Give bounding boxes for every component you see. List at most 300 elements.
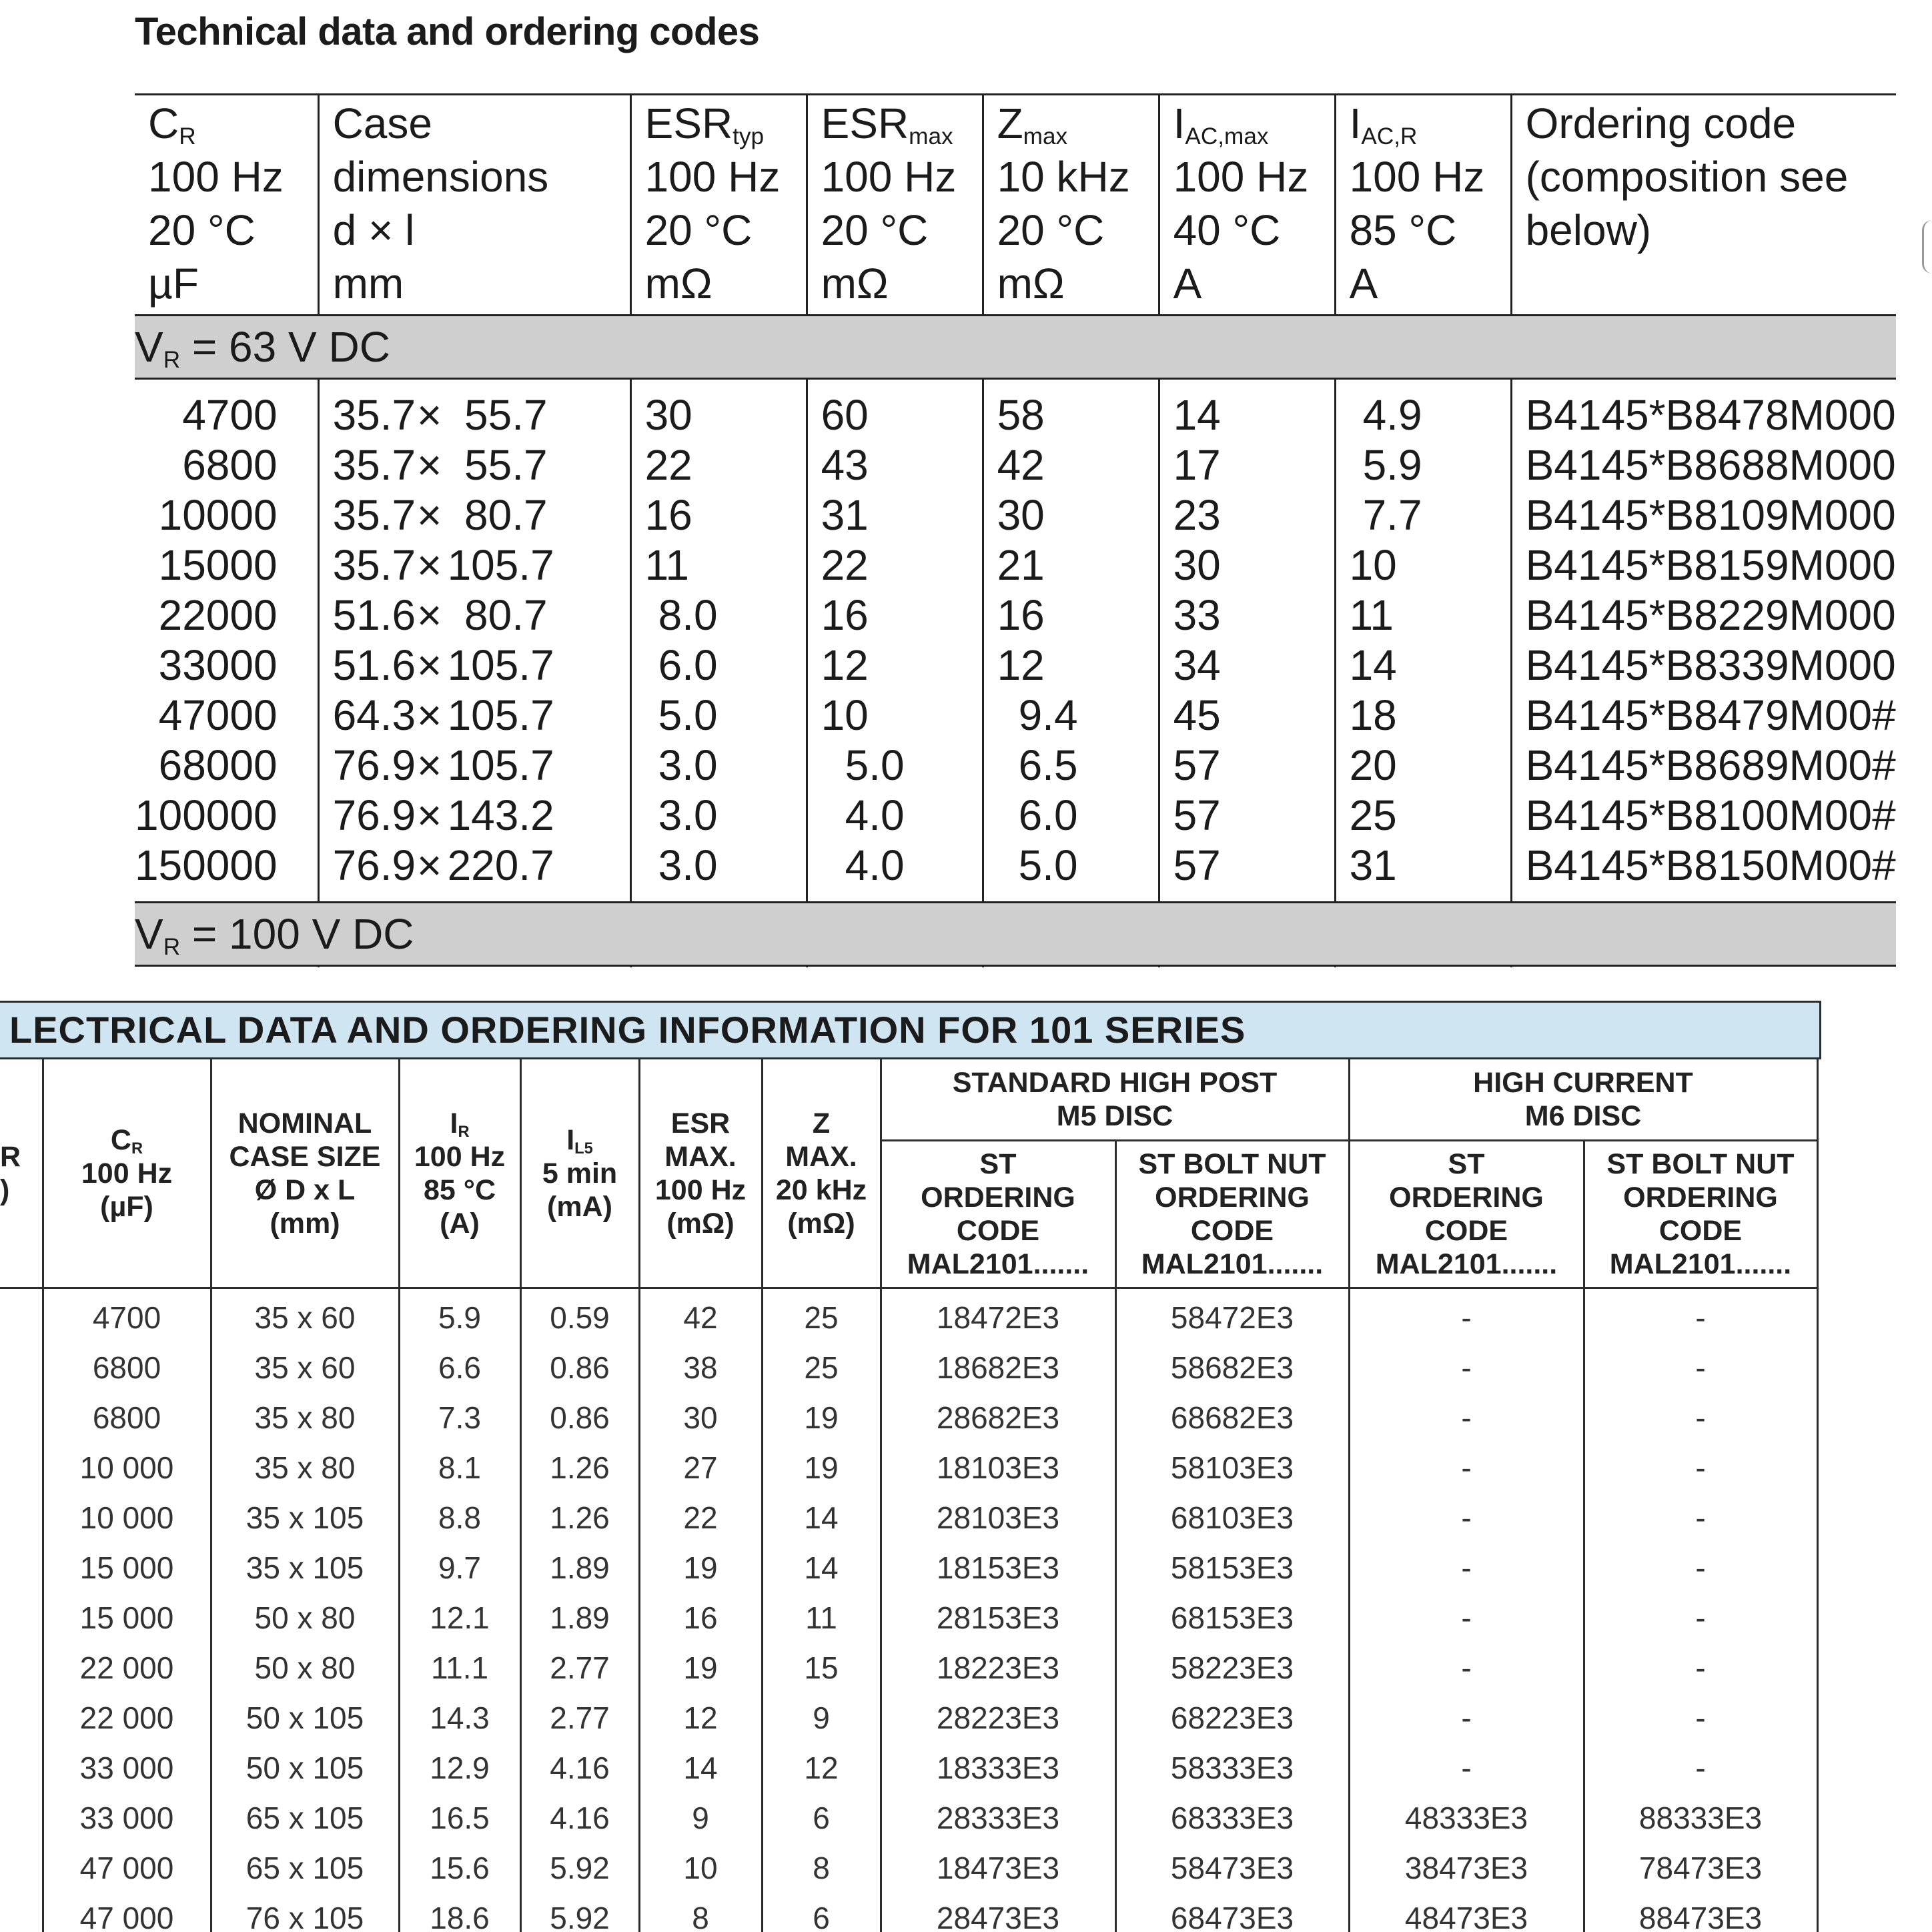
case-dimensions-cell bbox=[318, 841, 630, 891]
header-line: 10 kHz bbox=[997, 153, 1130, 201]
esr-cell: 10 bbox=[639, 1843, 762, 1893]
capacitance-cell: 6800 bbox=[43, 1343, 211, 1393]
iac-max-cell: 34 bbox=[1159, 640, 1335, 690]
hc-st-ordering-code-cell: 48333E3 bbox=[1349, 1793, 1584, 1843]
table-row bbox=[0, 1843, 1817, 1893]
header-line: 40 °C bbox=[1173, 206, 1281, 254]
header-subscript: typ bbox=[733, 123, 765, 149]
ripple-current-header: $I_R$ 100 Hz 85 °C (A) bbox=[399, 1059, 520, 1288]
technical-data-table bbox=[135, 93, 1896, 993]
ordering-code-cell: B4145*B8109M000 bbox=[1525, 491, 1896, 539]
capacitance-cell: 15000 bbox=[135, 540, 318, 590]
capacitance-cell: 100000 bbox=[135, 791, 318, 841]
hc-st-bolt-nut-cell: - bbox=[1584, 1593, 1817, 1643]
capacitance-cell: 4700 bbox=[135, 390, 318, 440]
esr-cell: 16 bbox=[639, 1593, 762, 1643]
header-line: 100 Hz bbox=[644, 153, 781, 201]
iac-r-cell: 14 bbox=[1335, 640, 1511, 690]
section-100v bbox=[135, 903, 1896, 966]
header-line: $ESR_{typ}$ bbox=[644, 99, 765, 149]
header-line: below) bbox=[1525, 206, 1652, 254]
cut-column-cell bbox=[0, 1343, 43, 1393]
case-dimensions-cell bbox=[318, 741, 630, 791]
case-dimensions-cell bbox=[318, 490, 630, 540]
spacer-cell bbox=[983, 891, 1159, 903]
header-line: $I_{AC,R}$ bbox=[1349, 99, 1418, 149]
table-row bbox=[135, 640, 1896, 690]
ripple-current-cell: 14.3 bbox=[399, 1693, 520, 1743]
header-subscript: max bbox=[1023, 123, 1068, 149]
st-bolt-nut-cell: 68103E3 bbox=[1115, 1493, 1349, 1543]
standard-high-post-group: STANDARD HIGH POST M5 DISC bbox=[881, 1059, 1349, 1141]
spacer-cell bbox=[1511, 891, 1896, 903]
ripple-current-cell: 8.8 bbox=[399, 1493, 520, 1543]
header-line: d × l bbox=[332, 206, 415, 254]
z-max-cell: 6.0 bbox=[983, 791, 1159, 841]
header-line: 85 °C bbox=[1349, 206, 1457, 254]
z-header: Z MAX. 20 kHz (mΩ) bbox=[762, 1059, 881, 1288]
capacitance-cell: 22 000 bbox=[43, 1643, 211, 1693]
esr-max-cell: 43 bbox=[807, 440, 983, 490]
esr-cell: 42 bbox=[639, 1288, 762, 1344]
header-line: $C_R$ bbox=[148, 99, 196, 149]
table-row bbox=[135, 440, 1896, 490]
times-sign: × bbox=[416, 541, 442, 589]
iac-max-cell: 30 bbox=[1159, 540, 1335, 590]
leakage-current-cell: 5.92 bbox=[520, 1843, 639, 1893]
hc-st-ordering-code-cell: - bbox=[1349, 1443, 1584, 1493]
table-row bbox=[0, 1743, 1817, 1793]
electrical-data-title: LECTRICAL DATA AND ORDERING INFORMATION FOR 101 SERIES bbox=[9, 1009, 1246, 1051]
header-line bbox=[1526, 257, 1896, 310]
spacer-cell bbox=[1511, 379, 1896, 391]
times-sign: × bbox=[416, 441, 442, 489]
case-dimensions-cell bbox=[318, 540, 630, 590]
case-diameter: 35.7 bbox=[332, 441, 416, 489]
table-row bbox=[0, 1643, 1817, 1693]
ordering-code-cell: B4145*B8100M00# bbox=[1525, 791, 1896, 839]
iac-r-cell: 20 bbox=[1335, 741, 1511, 791]
esr-typ-cell: 16 bbox=[630, 490, 807, 540]
times-sign: × bbox=[416, 691, 442, 739]
times-sign: × bbox=[416, 841, 442, 889]
case-length: 105.7 bbox=[447, 541, 554, 589]
header-subscript: R bbox=[458, 1123, 470, 1141]
st-bolt-nut-header: ST BOLT NUT ORDERING CODE MAL2101....... bbox=[1115, 1141, 1349, 1288]
section-label: $V_R = 63$ V DC bbox=[135, 316, 1896, 379]
z-cell: 15 bbox=[762, 1643, 881, 1693]
header-line: A bbox=[1349, 260, 1378, 308]
ordering-code-cell: B4145*B8479M00# bbox=[1525, 691, 1896, 739]
esr-max-cell: 16 bbox=[807, 590, 983, 640]
z-cell: 9 bbox=[762, 1693, 881, 1743]
st-ordering-code-cell: 18473E3 bbox=[881, 1843, 1115, 1893]
header-cell bbox=[1511, 95, 1896, 316]
hc-st-ordering-code-cell: - bbox=[1349, 1643, 1584, 1693]
cut-column-cell bbox=[0, 1593, 43, 1643]
case-size-cell: 50 x 80 bbox=[211, 1593, 399, 1643]
case-size-cell: 35 x 80 bbox=[211, 1443, 399, 1493]
leakage-current-cell: 0.59 bbox=[520, 1288, 639, 1344]
esr-typ-cell: 6.0 bbox=[630, 640, 807, 690]
section-63v bbox=[135, 316, 1896, 379]
cut-column-cell bbox=[0, 1543, 43, 1593]
cut-column-cell bbox=[0, 1443, 43, 1493]
table-row bbox=[0, 1393, 1817, 1443]
header-subscript: AC,max bbox=[1185, 123, 1269, 149]
ordering-code-cell: B4145*B8339M000 bbox=[1525, 641, 1896, 689]
spacer-cell bbox=[807, 891, 983, 903]
technical-data-title: Technical data and ordering codes bbox=[135, 10, 760, 53]
case-length: 220.7 bbox=[447, 841, 554, 889]
hc-st-bolt-nut-cell: - bbox=[1584, 1693, 1817, 1743]
hc-st-ordering-code-cell: 38473E3 bbox=[1349, 1843, 1584, 1893]
cut-column-cell bbox=[0, 1288, 43, 1344]
ripple-current-cell: 7.3 bbox=[399, 1393, 520, 1443]
leakage-current-cell: 1.89 bbox=[520, 1593, 639, 1643]
hc-st-bolt-nut-cell: 88333E3 bbox=[1584, 1793, 1817, 1843]
times-sign: × bbox=[416, 591, 442, 639]
esr-cell: 12 bbox=[639, 1693, 762, 1743]
z-cell: 6 bbox=[762, 1893, 881, 1932]
table-row bbox=[0, 1793, 1817, 1843]
st-ordering-code-cell: 18103E3 bbox=[881, 1443, 1115, 1493]
case-size-cell: 35 x 105 bbox=[211, 1543, 399, 1593]
header-cell bbox=[807, 95, 983, 316]
case-size-cell: 76 x 105 bbox=[211, 1893, 399, 1932]
case-diameter: 35.7 bbox=[332, 541, 416, 589]
case-length: 55.7 bbox=[464, 391, 548, 439]
row-spacer bbox=[135, 891, 1896, 903]
header-cell bbox=[983, 95, 1159, 316]
header-line: mΩ bbox=[644, 260, 712, 308]
ripple-current-cell: 15.6 bbox=[399, 1843, 520, 1893]
table-row bbox=[0, 1693, 1817, 1743]
esr-max-cell: 5.0 bbox=[807, 741, 983, 791]
esr-max-cell: 31 bbox=[807, 490, 983, 540]
hc-st-bolt-nut-cell: - bbox=[1584, 1543, 1817, 1593]
capacitance-cell: 6800 bbox=[43, 1393, 211, 1443]
cut-column-cell bbox=[0, 1793, 43, 1843]
hc-st-ordering-code-cell: - bbox=[1349, 1393, 1584, 1443]
header-line: 20 °C bbox=[644, 206, 753, 254]
cut-column-cell bbox=[0, 1693, 43, 1743]
table-row bbox=[135, 741, 1896, 791]
st-ordering-code-cell: 28153E3 bbox=[881, 1593, 1115, 1643]
electrical-data-title-bar bbox=[0, 1001, 1821, 1059]
header-cell bbox=[1159, 95, 1335, 316]
capacitance-cell: 22000 bbox=[135, 590, 318, 640]
spacer-cell bbox=[983, 379, 1159, 391]
table-row bbox=[0, 1893, 1817, 1932]
table-row bbox=[135, 791, 1896, 841]
iac-max-cell: 57 bbox=[1159, 791, 1335, 841]
esr-cell: 22 bbox=[639, 1493, 762, 1543]
z-max-cell: 9.4 bbox=[983, 690, 1159, 741]
iac-r-cell: 18 bbox=[1335, 690, 1511, 741]
esr-typ-cell: 22 bbox=[630, 440, 807, 490]
esr-max-cell: 12 bbox=[807, 640, 983, 690]
hc-st-ordering-code-cell: 48473E3 bbox=[1349, 1893, 1584, 1932]
case-size-cell: 35 x 80 bbox=[211, 1393, 399, 1443]
header-line: 100 Hz bbox=[821, 153, 957, 201]
esr-max-cell: 4.0 bbox=[807, 841, 983, 891]
st-bolt-nut-cell: 68333E3 bbox=[1115, 1793, 1349, 1843]
header-line: µF bbox=[148, 260, 199, 308]
ordering-code-cell: B4145*B8229M000 bbox=[1525, 591, 1896, 639]
iac-r-cell: 11 bbox=[1335, 590, 1511, 640]
ordering-code-cell: B4145*B8688M000 bbox=[1525, 441, 1896, 489]
leakage-current-cell: 1.89 bbox=[520, 1543, 639, 1593]
scroll-edge-marker bbox=[1922, 220, 1932, 274]
case-dimensions-cell bbox=[318, 390, 630, 440]
esr-header: ESR MAX. 100 Hz (mΩ) bbox=[639, 1059, 762, 1288]
leakage-current-cell: 0.86 bbox=[520, 1343, 639, 1393]
st-bolt-nut-cell: 68473E3 bbox=[1115, 1893, 1349, 1932]
case-length: 80.7 bbox=[464, 491, 548, 539]
hc-st-bolt-nut-header: ST BOLT NUT ORDERING CODE MAL2101....... bbox=[1584, 1141, 1817, 1288]
leakage-current-cell: 1.26 bbox=[520, 1493, 639, 1543]
hc-st-ordering-code-cell: - bbox=[1349, 1743, 1584, 1793]
table-row bbox=[0, 1288, 1817, 1344]
st-ordering-code-cell: 18472E3 bbox=[881, 1288, 1115, 1344]
esr-typ-cell: 5.0 bbox=[630, 690, 807, 741]
leakage-current-cell: 4.16 bbox=[520, 1743, 639, 1793]
header-line: 20 °C bbox=[148, 206, 256, 254]
leakage-current-cell: 4.16 bbox=[520, 1793, 639, 1843]
spacer-cell bbox=[135, 891, 318, 903]
case-size-cell: 35 x 105 bbox=[211, 1493, 399, 1543]
z-max-cell: 12 bbox=[983, 640, 1159, 690]
hc-st-bolt-nut-cell: 78473E3 bbox=[1584, 1843, 1817, 1893]
header-line: 20 °C bbox=[997, 206, 1105, 254]
capacitance-cell: 47 000 bbox=[43, 1843, 211, 1893]
st-bolt-nut-cell: 58153E3 bbox=[1115, 1543, 1349, 1593]
capacitance-cell: 10 000 bbox=[43, 1493, 211, 1543]
esr-max-cell: 4.0 bbox=[807, 791, 983, 841]
header-line: Ordering code bbox=[1525, 99, 1797, 147]
case-diameter: 76.9 bbox=[332, 741, 416, 789]
esr-typ-cell: 3.0 bbox=[630, 791, 807, 841]
cut-column-cell bbox=[0, 1493, 43, 1543]
hc-st-ordering-code-cell: - bbox=[1349, 1593, 1584, 1643]
st-bolt-nut-cell: 68153E3 bbox=[1115, 1593, 1349, 1643]
ripple-current-cell: 12.1 bbox=[399, 1593, 520, 1643]
z-cell: 6 bbox=[762, 1793, 881, 1843]
header-line: Case bbox=[332, 99, 432, 147]
z-cell: 14 bbox=[762, 1493, 881, 1543]
table-row bbox=[135, 540, 1896, 590]
ripple-current-cell: 8.1 bbox=[399, 1443, 520, 1493]
header-subscript: L5 bbox=[574, 1139, 593, 1157]
case-size-cell: 50 x 80 bbox=[211, 1643, 399, 1693]
section-subscript: R bbox=[163, 933, 181, 960]
st-bolt-nut-cell: 58333E3 bbox=[1115, 1743, 1349, 1793]
table-row bbox=[135, 390, 1896, 440]
case-dimensions-cell bbox=[318, 791, 630, 841]
ordering-code-cell: B4145*B8689M00# bbox=[1525, 741, 1896, 789]
case-dimensions-cell bbox=[318, 440, 630, 490]
times-sign: × bbox=[416, 641, 442, 689]
table-row bbox=[135, 590, 1896, 640]
spacer-cell bbox=[630, 379, 807, 391]
case-diameter: 76.9 bbox=[332, 841, 416, 889]
case-diameter: 35.7 bbox=[332, 491, 416, 539]
hc-st-bolt-nut-cell: - bbox=[1584, 1288, 1817, 1344]
technical-data-header bbox=[135, 95, 1896, 316]
z-cell: 14 bbox=[762, 1543, 881, 1593]
st-bolt-nut-cell: 68223E3 bbox=[1115, 1693, 1349, 1743]
spacer-cell bbox=[1159, 891, 1335, 903]
leakage-current-cell: 2.77 bbox=[520, 1693, 639, 1743]
capacitance-cell: 10000 bbox=[135, 490, 318, 540]
hc-st-bolt-nut-cell: - bbox=[1584, 1493, 1817, 1543]
ripple-current-cell: 12.9 bbox=[399, 1743, 520, 1793]
esr-typ-cell: 8.0 bbox=[630, 590, 807, 640]
header-subscript: AC,R bbox=[1361, 123, 1418, 149]
capacitance-cell: 33000 bbox=[135, 640, 318, 690]
case-diameter: 35.7 bbox=[332, 391, 416, 439]
iac-r-cell: 25 bbox=[1335, 791, 1511, 841]
spacer-cell bbox=[1159, 379, 1335, 391]
iac-max-cell: 45 bbox=[1159, 690, 1335, 741]
st-ordering-code-cell: 28682E3 bbox=[881, 1393, 1115, 1443]
hc-st-ordering-code-cell: - bbox=[1349, 1493, 1584, 1543]
st-bolt-nut-cell: 58473E3 bbox=[1115, 1843, 1349, 1893]
hc-st-bolt-nut-cell: - bbox=[1584, 1743, 1817, 1793]
header-line: mm bbox=[332, 260, 404, 308]
hc-st-ordering-code-header: ST ORDERING CODE MAL2101....... bbox=[1349, 1141, 1584, 1288]
iac-r-cell: 7.7 bbox=[1335, 490, 1511, 540]
z-cell: 25 bbox=[762, 1288, 881, 1344]
cut-column-cell bbox=[0, 1643, 43, 1693]
ripple-current-cell: 9.7 bbox=[399, 1543, 520, 1593]
hc-st-bolt-nut-cell: - bbox=[1584, 1443, 1817, 1493]
capacitance-cell: 4700 bbox=[43, 1288, 211, 1344]
hc-st-bolt-nut-cell: - bbox=[1584, 1643, 1817, 1693]
table-row bbox=[0, 1493, 1817, 1543]
iac-max-cell: 57 bbox=[1159, 741, 1335, 791]
hc-st-bolt-nut-cell: - bbox=[1584, 1343, 1817, 1393]
case-length: 55.7 bbox=[464, 441, 548, 489]
header-line: $I_{AC,max}$ bbox=[1173, 99, 1269, 149]
leakage-current-cell: 0.86 bbox=[520, 1393, 639, 1443]
ordering-code-cell: B4145*B8478M000 bbox=[1525, 391, 1896, 439]
case-length: 105.7 bbox=[447, 741, 554, 789]
table-row bbox=[0, 1343, 1817, 1393]
z-cell: 25 bbox=[762, 1343, 881, 1393]
case-diameter: 64.3 bbox=[332, 691, 416, 739]
case-diameter: 51.6 bbox=[332, 591, 416, 639]
header-cell bbox=[318, 95, 630, 316]
high-current-group: HIGH CURRENT M6 DISC bbox=[1349, 1059, 1817, 1141]
esr-typ-cell: 30 bbox=[630, 390, 807, 440]
case-length: 143.2 bbox=[447, 791, 554, 839]
ripple-current-cell: 11.1 bbox=[399, 1643, 520, 1693]
iac-max-cell: 23 bbox=[1159, 490, 1335, 540]
times-sign: × bbox=[416, 391, 442, 439]
z-max-cell: 5.0 bbox=[983, 841, 1159, 891]
hc-st-ordering-code-cell: - bbox=[1349, 1543, 1584, 1593]
iac-r-cell: 5.9 bbox=[1335, 440, 1511, 490]
hc-st-bolt-nut-cell: 88473E3 bbox=[1584, 1893, 1817, 1932]
capacitance-cell: 47 000 bbox=[43, 1893, 211, 1932]
case-length: 105.7 bbox=[447, 691, 554, 739]
capacitance-cell: 10 000 bbox=[43, 1443, 211, 1493]
header-subscript: max bbox=[909, 123, 953, 149]
cut-column-cell bbox=[0, 1843, 43, 1893]
ordering-code-cell: B4145*B8150M00# bbox=[1525, 841, 1896, 889]
iac-r-cell: 10 bbox=[1335, 540, 1511, 590]
leakage-current-header: $I_{L5}$ 5 min (mA) bbox=[520, 1059, 639, 1288]
st-ordering-code-cell: 28473E3 bbox=[881, 1893, 1115, 1932]
hc-st-ordering-code-cell: - bbox=[1349, 1288, 1584, 1344]
st-bolt-nut-cell: 58223E3 bbox=[1115, 1643, 1349, 1693]
header-line: mΩ bbox=[997, 260, 1065, 308]
header-subscript: R bbox=[179, 123, 196, 149]
esr-cell: 30 bbox=[639, 1393, 762, 1443]
esr-typ-cell: 3.0 bbox=[630, 841, 807, 891]
esr-cell: 8 bbox=[639, 1893, 762, 1932]
esr-cell: 19 bbox=[639, 1543, 762, 1593]
st-ordering-code-cell: 18682E3 bbox=[881, 1343, 1115, 1393]
spacer-cell bbox=[807, 379, 983, 391]
header-line: 20 °C bbox=[821, 206, 929, 254]
iac-r-cell: 4.9 bbox=[1335, 390, 1511, 440]
esr-cell: 19 bbox=[639, 1643, 762, 1693]
esr-cell: 38 bbox=[639, 1343, 762, 1393]
header-line: 100 Hz bbox=[148, 153, 284, 201]
case-dimensions-cell bbox=[318, 590, 630, 640]
header-cell bbox=[630, 95, 807, 316]
z-cell: 12 bbox=[762, 1743, 881, 1793]
capacitance-cell: 33 000 bbox=[43, 1743, 211, 1793]
capacitance-cell: 22 000 bbox=[43, 1693, 211, 1743]
header-cell bbox=[135, 95, 318, 316]
ripple-current-cell: 6.6 bbox=[399, 1343, 520, 1393]
st-ordering-code-cell: 28103E3 bbox=[881, 1493, 1115, 1543]
esr-cell: 27 bbox=[639, 1443, 762, 1493]
esr-typ-cell: 3.0 bbox=[630, 741, 807, 791]
case-size-header: NOMINAL CASE SIZE Ø D x L (mm) bbox=[211, 1059, 399, 1288]
case-dimensions-cell bbox=[318, 640, 630, 690]
capacitance-cell: 68000 bbox=[135, 741, 318, 791]
capacitance-cell: 6800 bbox=[135, 440, 318, 490]
case-size-cell: 65 x 105 bbox=[211, 1793, 399, 1843]
table-row bbox=[135, 490, 1896, 540]
header-subscript: R bbox=[131, 1139, 143, 1157]
spacer-cell bbox=[318, 379, 630, 391]
z-cell: 19 bbox=[762, 1393, 881, 1443]
times-sign: × bbox=[416, 491, 442, 539]
st-ordering-code-cell: 18153E3 bbox=[881, 1543, 1115, 1593]
capacitance-cell: 15 000 bbox=[43, 1593, 211, 1643]
section-label: $V_R = 100$ V DC bbox=[135, 903, 1896, 966]
hc-st-ordering-code-cell: - bbox=[1349, 1693, 1584, 1743]
header-line: 100 Hz bbox=[1173, 153, 1309, 201]
case-size-cell: 50 x 105 bbox=[211, 1693, 399, 1743]
iac-max-cell: 57 bbox=[1159, 841, 1335, 891]
section-subscript: R bbox=[163, 346, 181, 373]
header-line: (composition see bbox=[1525, 153, 1849, 201]
z-max-cell: 58 bbox=[983, 390, 1159, 440]
header-line: $ESR_{max}$ bbox=[821, 99, 953, 149]
spacer-cell bbox=[135, 379, 318, 391]
st-bolt-nut-cell: 58103E3 bbox=[1115, 1443, 1349, 1493]
esr-max-cell: 10 bbox=[807, 690, 983, 741]
z-cell: 8 bbox=[762, 1843, 881, 1893]
capacitance-cell: 15 000 bbox=[43, 1543, 211, 1593]
